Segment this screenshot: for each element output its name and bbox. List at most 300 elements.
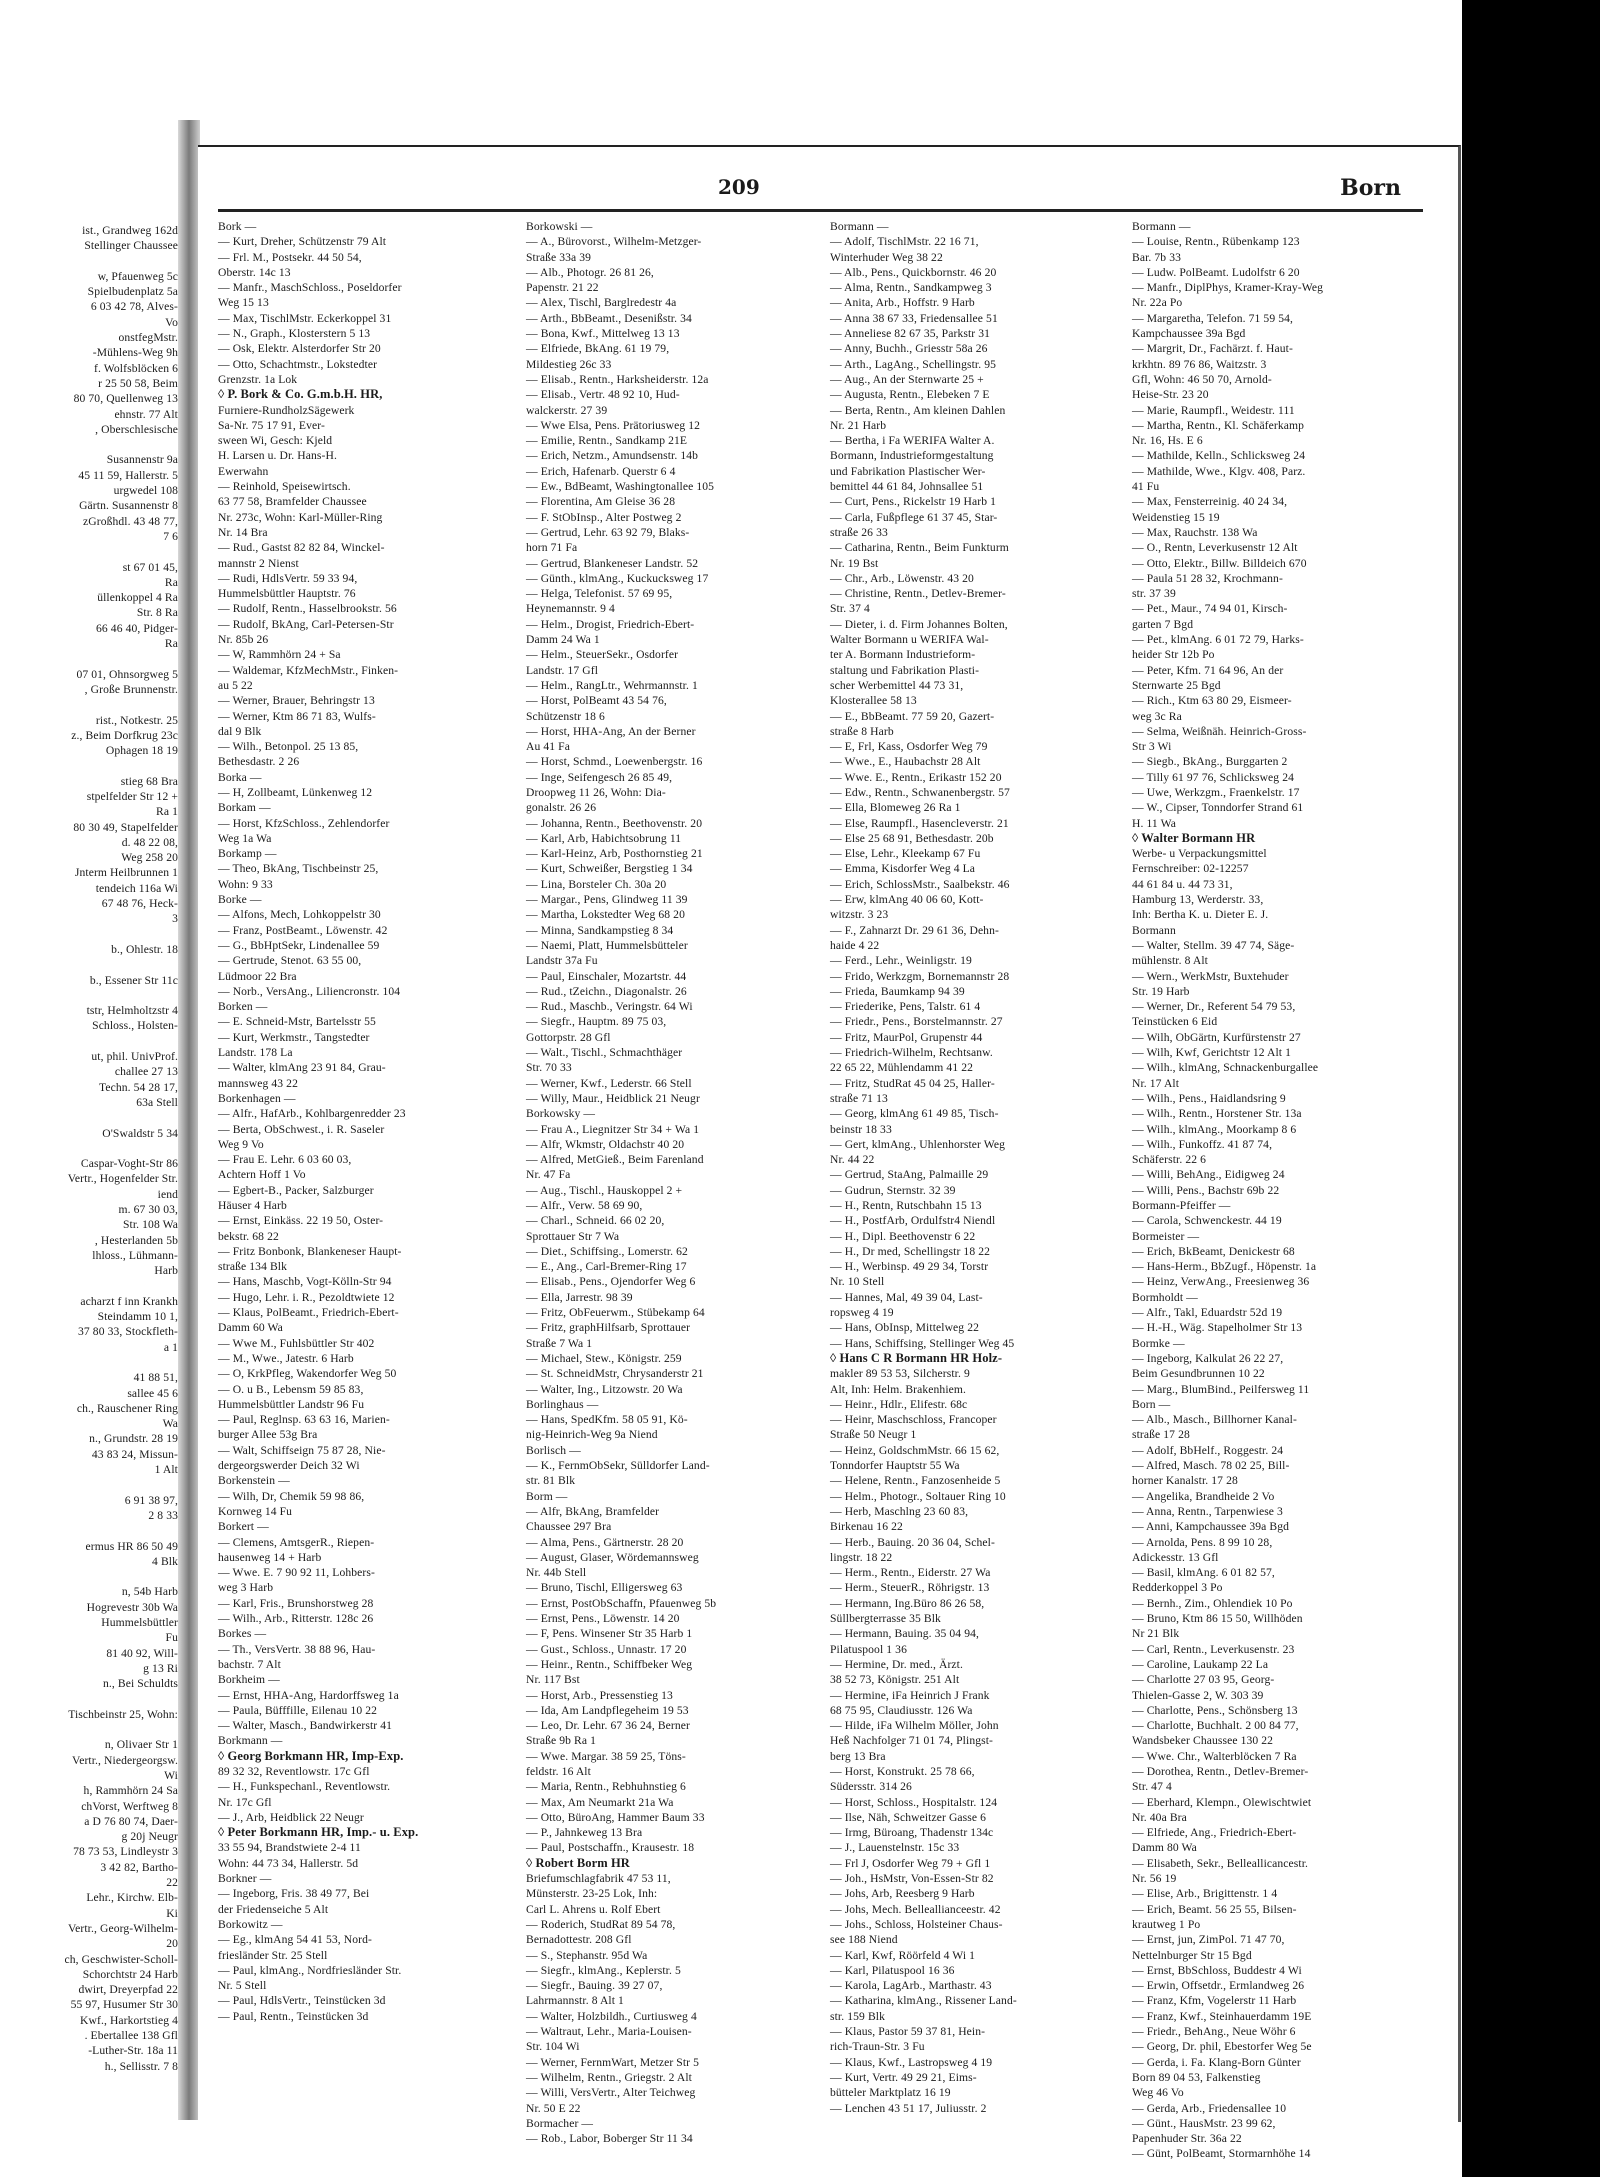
directory-entry-line: — Carla, Fußpflege 61 37 45, Star- bbox=[830, 510, 998, 524]
directory-entry-line: 22 65 22, Mühlendamm 41 22 bbox=[830, 1061, 974, 1075]
directory-entry-line: — Elise, Arb., Brigittenstr. 1 4 bbox=[1132, 1887, 1278, 1901]
directory-entry-line: — Anni, Kampchaussee 39a Bgd bbox=[1132, 1520, 1290, 1534]
directory-entry-line: Nr. 44b Stell bbox=[526, 1566, 587, 1580]
directory-entry-line: Born 89 04 53, Falkenstieg bbox=[1132, 2070, 1261, 2084]
directory-entry-line: — Paul, klmAng., Nordfriesländer Str. bbox=[218, 1963, 402, 1977]
directory-entry-line: Papenstr. 21 22 bbox=[526, 281, 599, 295]
directory-entry-line: — Wwe. Margar. 38 59 25, Töns- bbox=[526, 1749, 686, 1763]
previous-page-line: Wi bbox=[164, 1768, 178, 1782]
directory-entry-line: — Joh., HsMstr, Von-Essen-Str 82 bbox=[830, 1872, 994, 1886]
directory-entry-line: Pilatuspool 1 36 bbox=[830, 1642, 907, 1656]
directory-entry-line: Straße 50 Neugr 1 bbox=[830, 1428, 917, 1442]
directory-entry-line: Inh: Bertha K. u. Dieter E. J. bbox=[1132, 908, 1269, 922]
directory-entry-line: str. 81 Blk bbox=[526, 1474, 576, 1488]
previous-page-line: Vo bbox=[165, 315, 178, 329]
directory-entry-line: — Manfr., DiplPhys, Kramer-Kray-Weg bbox=[1132, 281, 1324, 295]
directory-entry-line: Beim Gesundbrunnen 10 22 bbox=[1132, 1367, 1265, 1381]
directory-entry-line: — Else, Lehr., Kleekamp 67 Fu bbox=[830, 847, 981, 861]
previous-page-line bbox=[0, 1034, 182, 1049]
directory-entry-line: — Egbert-B., Packer, Salzburger bbox=[218, 1183, 374, 1197]
directory-entry-line: — Hans, Maschb, Vogt-Kölln-Str 94 bbox=[218, 1275, 392, 1289]
directory-entry-line: horner Kanalstr. 17 28 bbox=[1132, 1474, 1238, 1488]
directory-entry-line: — Werner, Kwf., Lederstr. 66 Stell bbox=[526, 1076, 692, 1090]
directory-entry-line: — Pet., klmAng. 6 01 72 79, Harks- bbox=[1132, 633, 1304, 647]
directory-entry-line: — Wilh., klmAng, Schnackenburgallee bbox=[1132, 1061, 1319, 1075]
previous-page-line: w, Pfauenweg 5c bbox=[97, 269, 178, 283]
directory-entry-line: Heise-Str. 23 20 bbox=[1132, 388, 1209, 402]
directory-entry-line: Sternwarte 25 Bgd bbox=[1132, 678, 1221, 692]
directory-entry-line: dal 9 Blk bbox=[218, 724, 262, 738]
directory-entry-line: — W, Rammhörn 24 + Sa bbox=[218, 648, 341, 662]
previous-page-line bbox=[0, 927, 182, 942]
directory-entry-line: — Theo, BkAng, Tischbeinstr 25, bbox=[218, 862, 379, 876]
directory-entry-line: — Christine, Rentn., Detlev-Bremer- bbox=[830, 587, 1006, 601]
directory-entry-line: Nr. 47 Fa bbox=[526, 1168, 571, 1182]
directory-entry-line: — F. StObInsp., Alter Postweg 2 bbox=[526, 510, 682, 524]
directory-entry-line: — Erich, Beamt. 56 25 55, Bilsen- bbox=[1132, 1902, 1297, 1916]
previous-page-line: Lehr., Kirchw. Elb- bbox=[86, 1891, 178, 1905]
previous-page-line: . Ebertallee 138 Gfl bbox=[84, 2029, 178, 2043]
directory-entry-line: — Charlotte, Buchhalt. 2 00 84 77, bbox=[1132, 1719, 1299, 1733]
directory-entry-line: Borkner — bbox=[218, 1872, 272, 1886]
directory-entry-line: Heynemannstr. 9 4 bbox=[526, 602, 615, 616]
directory-entry-line: Weg 46 Vo bbox=[1132, 2086, 1184, 2100]
directory-entry-line: — Walter, Holzbildh., Curtiusweg 4 bbox=[526, 2009, 697, 2023]
previous-page-line: acharzt f inn Krankh bbox=[80, 1294, 178, 1308]
directory-entry-line: Kornweg 14 Fu bbox=[218, 1504, 293, 1518]
directory-entry-line: Bork — bbox=[218, 220, 257, 233]
previous-page-column bbox=[0, 223, 182, 2074]
previous-page-line: Hogrevestr 30b Wa bbox=[86, 1600, 178, 1614]
directory-entry-line: lingstr. 18 22 bbox=[830, 1550, 893, 1564]
directory-entry-line: Nr. 44 22 bbox=[830, 1153, 875, 1167]
directory-entry-line: — Wilh, Dr, Chemik 59 98 86, bbox=[218, 1489, 365, 1503]
directory-entry-line: — Ernst, BbSchloss, Buddestr 4 Wi bbox=[1132, 1963, 1302, 1977]
directory-entry-line: Nr. 14 Bra bbox=[218, 525, 268, 539]
directory-entry-line: Chaussee 297 Bra bbox=[526, 1520, 612, 1534]
directory-entry-line: Bormann — bbox=[830, 220, 889, 233]
directory-entry-line: Lüdmoor 22 Bra bbox=[218, 969, 297, 983]
page-header bbox=[198, 175, 1423, 211]
directory-entry-line: — Adolf, TischlMstr. 22 16 71, bbox=[830, 235, 979, 249]
directory-entry-line: — Klaus, PolBeamt., Friedrich-Ebert- bbox=[218, 1306, 399, 1320]
directory-entry-line: — G., BbHptSekr, Lindenallee 59 bbox=[218, 938, 380, 952]
directory-entry-line: ropsweg 4 19 bbox=[830, 1306, 894, 1320]
directory-entry-line: Borkheim — bbox=[218, 1673, 280, 1687]
directory-entry-line: — Wern., WerkMstr, Buxtehuder bbox=[1132, 969, 1289, 983]
directory-entry-line: — Norb., VersAng., Liliencronstr. 104 bbox=[218, 984, 401, 998]
directory-entry-line: — Siegb., BkAng., Burggarten 2 bbox=[1132, 755, 1288, 769]
directory-entry-line: — Rudolf, BkAng, Carl-Petersen-Str bbox=[218, 617, 394, 631]
directory-entry-line: Borkowsky — bbox=[526, 1107, 596, 1121]
directory-entry-line: Borkam — bbox=[218, 801, 271, 815]
directory-entry-line: Nr. 56 19 bbox=[1132, 1872, 1177, 1886]
directory-entry-line: Klosterallee 58 13 bbox=[830, 694, 917, 708]
directory-entry-line: Borkmann — bbox=[218, 1734, 283, 1748]
directory-entry-line: — Arth., BbBeamt., Desenißstr. 34 bbox=[526, 311, 692, 325]
directory-entry-line: mühlenstr. 8 Alt bbox=[1132, 954, 1208, 968]
directory-entry-line: — H., Dr med, Schellingstr 18 22 bbox=[830, 1244, 991, 1258]
directory-entry-line: — Kurt, Dreher, Schützenstr 79 Alt bbox=[218, 235, 387, 249]
directory-entry-line: — Bona, Kwf., Mittelweg 13 13 bbox=[526, 327, 680, 341]
directory-entry-line: weg 3c Ra bbox=[1132, 709, 1182, 723]
directory-entry-line: Landstr 37a Fu bbox=[526, 954, 598, 968]
directory-entry-line: — Selma, Weißnäh. Heinrich-Gross- bbox=[1132, 724, 1307, 738]
directory-entry-line: Borke — bbox=[218, 893, 262, 907]
directory-entry-line: — Karl, Arb, Habichtsobrung 11 bbox=[526, 831, 682, 845]
directory-entry-line: — Kurt, Werkmstr., Tangstedter bbox=[218, 1030, 370, 1044]
directory-entry-line: — Helm., Photogr., Soltauer Ring 10 bbox=[830, 1489, 1006, 1503]
running-head: Born bbox=[1340, 175, 1401, 201]
directory-entry-line: 44 61 84 u. 44 73 31, bbox=[1132, 877, 1233, 891]
directory-entry-line: Borken — bbox=[218, 1000, 268, 1014]
directory-entry-line: Droopweg 11 26, Wohn: Dia- bbox=[526, 785, 666, 799]
directory-entry-line: — Friedrich-Wilhelm, Rechtsanw. bbox=[830, 1046, 993, 1060]
directory-entry-line: — Paul, Reglnsp. 63 63 16, Marien- bbox=[218, 1413, 390, 1427]
directory-entry-line: — Fritz, graphHilfsarb, Sprottauer bbox=[526, 1321, 691, 1335]
directory-entry-line: — H., Rentn, Rutschbahn 15 13 bbox=[830, 1199, 982, 1212]
directory-entry-line: — M., Wwe., Jatestr. 6 Harb bbox=[218, 1351, 354, 1365]
directory-entry-line: Nr. 273c, Wohn: Karl-Müller-Ring bbox=[218, 510, 383, 524]
directory-entry-line: — Wwe. E., Rentn., Erikastr 152 20 bbox=[830, 770, 1002, 784]
previous-page-line: Tischbeinstr 25, Wohn: bbox=[68, 1707, 178, 1721]
directory-entry-line: heider Str 12b Po bbox=[1132, 648, 1215, 662]
previous-page-line: ut, phil. UnivProf. bbox=[91, 1050, 178, 1064]
previous-page-line: 6 03 42 78, Alves- bbox=[90, 300, 178, 314]
directory-entry-line: — Rud., Gastst 82 82 84, Winckel- bbox=[218, 541, 385, 555]
directory-entry-line: bekstr. 68 22 bbox=[218, 1229, 279, 1243]
directory-entry-line: — Otto, BüroAng, Hammer Baum 33 bbox=[526, 1810, 705, 1824]
directory-entry-line: Borkert — bbox=[218, 1520, 269, 1534]
directory-entry-line: — Mathilde, Wwe., Klgv. 408, Parz. bbox=[1132, 464, 1306, 478]
directory-entry-line: — Emilie, Rentn., Sandkamp 21E bbox=[526, 434, 688, 448]
directory-entry-line: Str. 47 4 bbox=[1132, 1780, 1172, 1794]
directory-entry-line: Str. 37 4 bbox=[830, 602, 870, 616]
previous-page-line: 20 bbox=[166, 1937, 178, 1951]
directory-entry-line: — Willi, Pens., Bachstr 69b 22 bbox=[1132, 1183, 1280, 1197]
directory-entry-line: — Alfr., Verw. 58 69 90, bbox=[526, 1199, 643, 1212]
directory-entry-line: — Elisab., Pens., Ojendorfer Weg 6 bbox=[526, 1275, 696, 1289]
previous-page-line: Vertr., Georg-Wilhelm- bbox=[67, 1921, 178, 1935]
directory-entry-line: Nr. 17 Alt bbox=[1132, 1076, 1180, 1090]
previous-page-line: g 13 Ri bbox=[143, 1661, 178, 1675]
directory-entry-line: H. Larsen u. Dr. Hans-H. bbox=[218, 449, 337, 463]
directory-entry-line: Heß Nachfolger 71 01 74, Plingst- bbox=[830, 1734, 994, 1748]
directory-entry-line: Borkes — bbox=[218, 1627, 267, 1641]
directory-entry-line: — P., Jahnkeweg 13 Bra bbox=[526, 1826, 643, 1840]
previous-page-line: 81 40 92, Will- bbox=[106, 1646, 178, 1660]
directory-entry-line: Damm 60 Wa bbox=[218, 1321, 283, 1335]
directory-entry-line: — Ernst, HHA-Ang, Hardorffsweg 1a bbox=[218, 1688, 399, 1702]
directory-entry-line: Schäferstr. 22 6 bbox=[1132, 1153, 1207, 1167]
directory-entry-line: ◊ Robert Borm HR bbox=[526, 1855, 630, 1870]
directory-entry-line: — Herm., Rentn., Eiderstr. 27 Wa bbox=[830, 1566, 991, 1580]
directory-entry-line: — Paula, Büfffille, Eilenau 10 22 bbox=[218, 1703, 378, 1717]
directory-entry-line: — Hugo, Lehr. i. R., Pezoldtwiete 12 bbox=[218, 1290, 395, 1304]
previous-page-line bbox=[0, 758, 182, 773]
directory-entry-line: staltung und Fabrikation Plasti- bbox=[830, 663, 980, 677]
directory-entry-line: Bormacher — bbox=[526, 2116, 594, 2130]
directory-entry-line: Bormholdt — bbox=[1132, 1290, 1198, 1304]
directory-entry-line: Redderkoppel 3 Po bbox=[1132, 1581, 1223, 1595]
directory-entry-line: Hamburg 13, Werderstr. 33, bbox=[1132, 893, 1264, 907]
directory-entry-line: see 188 Niend bbox=[830, 1933, 898, 1947]
directory-entry-line: — Rich., Ktm 63 80 29, Eismeer- bbox=[1132, 694, 1292, 708]
directory-entry-line: — Rud., Maschb., Veringstr. 64 Wi bbox=[526, 1000, 693, 1014]
directory-entry-line: — Gertrud, StaAng, Palmaille 29 bbox=[830, 1168, 989, 1182]
directory-entry-line: — Hans, ObInsp, Mittelweg 22 bbox=[830, 1321, 979, 1335]
directory-entry-line: — Frau A., Liegnitzer Str 34 + Wa 1 bbox=[526, 1122, 700, 1136]
previous-page-line: Ophagen 18 19 bbox=[105, 744, 178, 758]
directory-column-2 bbox=[526, 219, 796, 2146]
previous-page-line: n, 54b Harb bbox=[121, 1585, 178, 1599]
directory-entry-line: — Diet., Schiffsing., Lomerstr. 62 bbox=[526, 1244, 688, 1258]
previous-page-line: onstfegMstr. bbox=[118, 331, 178, 345]
previous-page-line: ch, Geschwister-Scholl- bbox=[64, 1952, 178, 1966]
directory-entry-line: — Georg, Dr. phil, Ebestorfer Weg 5e bbox=[1132, 2040, 1312, 2054]
previous-page-line: O'Swaldstr 5 34 bbox=[102, 1126, 178, 1140]
directory-entry-line: — Basil, klmAng. 6 01 82 57, bbox=[1132, 1566, 1275, 1580]
directory-entry-line: — Dieter, i. d. Firm Johannes Bolten, bbox=[830, 617, 1008, 631]
directory-entry-line: — Horst, HHA-Ang, An der Berner bbox=[526, 724, 696, 738]
directory-entry-line: — Kurt, Vertr. 49 29 21, Eims- bbox=[830, 2070, 977, 2084]
directory-entry-line: — Walter, Ing., Litzowstr. 20 Wa bbox=[526, 1382, 683, 1396]
directory-entry-line: — Alb., Pens., Quickbornstr. 46 20 bbox=[830, 265, 997, 279]
previous-page-line: Ra bbox=[164, 575, 178, 589]
directory-entry-line: — Carl, Rentn., Leverkusenstr. 23 bbox=[1132, 1642, 1295, 1656]
directory-entry-line: Fernschreiber: 02-12257 bbox=[1132, 862, 1249, 876]
directory-entry-line: Häuser 4 Harb bbox=[218, 1199, 287, 1212]
previous-page-line: , Oberschlesische bbox=[95, 422, 178, 436]
directory-entry-line: — O. u B., Lebensm 59 85 83, bbox=[218, 1382, 364, 1396]
directory-entry-line: — Wilhelm, Rentn., Griegstr. 2 Alt bbox=[526, 2070, 692, 2084]
directory-entry-line: — Elisabeth, Sekr., Belleallicancestr. bbox=[1132, 1856, 1309, 1870]
directory-entry-line: Borlinghaus — bbox=[526, 1397, 599, 1411]
directory-entry-line: ◊ Georg Borkmann HR, Imp-Exp. bbox=[218, 1748, 404, 1763]
directory-entry-line: Lahrmannstr. 8 Alt 1 bbox=[526, 1994, 624, 2008]
directory-entry-line: 89 32 32, Reventlowstr. 17c Gfl bbox=[218, 1764, 370, 1778]
directory-entry-line: Ewerwahn bbox=[218, 464, 269, 478]
directory-entry-line: — Waltraut, Lehr., Maria-Louisen- bbox=[526, 2025, 692, 2039]
previous-page-fragment bbox=[0, 128, 182, 2118]
directory-entry-line: Birkenau 16 22 bbox=[830, 1520, 903, 1534]
previous-page-line: tendeich 116a Wi bbox=[95, 881, 178, 895]
directory-entry-line: — Augusta, Rentn., Elebeken 7 E bbox=[830, 388, 990, 402]
directory-entry-line: — St. SchneidMstr, Chrysanderstr 21 bbox=[526, 1367, 704, 1381]
previous-page-line: ermus HR 86 50 49 bbox=[85, 1539, 178, 1553]
directory-entry-line: 41 Fu bbox=[1132, 480, 1160, 494]
directory-entry-line: Au 41 Fa bbox=[526, 740, 570, 754]
previous-page-line: 63a Stell bbox=[136, 1095, 178, 1109]
directory-entry-line: Carl L. Ahrens u. Rolf Ebert bbox=[526, 1902, 661, 1916]
directory-entry-line: — Minna, Sandkampstieg 8 34 bbox=[526, 923, 674, 937]
directory-entry-line: — Wwe Elsa, Pens. Prätoriusweg 12 bbox=[526, 418, 701, 432]
directory-entry-line: — Alma, Pens., Gärtnerstr. 28 20 bbox=[526, 1535, 684, 1549]
directory-entry-line: — E., BbBeamt. 77 59 20, Gazert- bbox=[830, 709, 995, 723]
previous-page-line: 22 bbox=[166, 1876, 178, 1890]
directory-entry-line: — Alb., Masch., Billhorner Kanal- bbox=[1132, 1413, 1297, 1427]
directory-entry-line: — Rob., Labor, Boberger Str 11 34 bbox=[526, 2132, 693, 2146]
previous-page-line: , Große Brunnenstr. bbox=[84, 682, 178, 696]
directory-entry-line: — Elisab., Vertr. 48 92 10, Hud- bbox=[526, 388, 680, 402]
directory-entry-line: — Helm., SteuerSekr., Osdorfer bbox=[526, 648, 679, 662]
directory-entry-line: — Else, Raumpfl., Hasencleverstr. 21 bbox=[830, 816, 1009, 830]
directory-entry-line: Mildestieg 26c 33 bbox=[526, 357, 612, 371]
directory-entry-line: — Rud., tZeichn., Diagonalstr. 26 bbox=[526, 984, 687, 998]
directory-entry-line: — H., Funkspechanl., Reventlowstr. bbox=[218, 1780, 391, 1794]
directory-entry-line: Furniere-RundholzSägewerk bbox=[218, 403, 355, 417]
directory-entry-line: — Willy, Maur., Heidblick 21 Neugr bbox=[526, 1091, 700, 1105]
directory-entry-line: — Frieda, Baumkamp 94 39 bbox=[830, 984, 965, 998]
page-number: 209 bbox=[718, 175, 760, 199]
directory-entry-line: — E. Schneid-Mstr, Bartelsstr 55 bbox=[218, 1015, 376, 1029]
directory-entry-line: ◊ Peter Borkmann HR, Imp.- u. Exp. bbox=[218, 1825, 419, 1840]
directory-entry-line: — Marie, Raumpfl., Weidestr. 111 bbox=[1132, 403, 1295, 417]
previous-page-line bbox=[0, 1477, 182, 1492]
directory-entry-line: Nr. 17c Gfl bbox=[218, 1795, 272, 1809]
directory-entry-line: — Hilde, iFa Wilhelm Möller, John bbox=[830, 1719, 999, 1733]
directory-entry-line: — K., FernmObSekr, Sülldorfer Land- bbox=[526, 1459, 710, 1473]
directory-entry-line: — Bruno, Ktm 86 15 50, Willhöden bbox=[1132, 1612, 1303, 1626]
directory-entry-line: straße 71 13 bbox=[830, 1091, 888, 1105]
directory-entry-line: Borlisch — bbox=[526, 1443, 581, 1457]
directory-entry-line: — Franz, Kwf., Steinhauerdamm 19E bbox=[1132, 2009, 1312, 2023]
directory-entry-line: — Johs, Arb, Reesberg 9 Harb bbox=[830, 1887, 975, 1901]
directory-entry-line: — Eg., klmAng 54 41 53, Nord- bbox=[218, 1933, 372, 1947]
directory-entry-line: — Max, TischlMstr. Eckerkoppel 31 bbox=[218, 311, 392, 325]
directory-column-1 bbox=[218, 219, 488, 2099]
directory-entry-line: — Paul, Postschaffn., Krausestr. 18 bbox=[526, 1841, 695, 1855]
directory-entry-line: — Tilly 61 97 76, Schlicksweg 24 bbox=[1132, 770, 1294, 784]
directory-entry-line: Bormann bbox=[1132, 923, 1176, 937]
directory-entry-line: Adickesstr. 13 Gfl bbox=[1132, 1550, 1219, 1564]
directory-entry-line: — Herb., Bauing. 20 36 04, Schel- bbox=[830, 1535, 995, 1549]
directory-entry-line: straße 134 Blk bbox=[218, 1260, 288, 1274]
directory-entry-line: — Elisab., Rentn., Harksheiderstr. 12a bbox=[526, 372, 709, 386]
directory-entry-line: — Curt, Pens., Rickelstr 19 Harb 1 bbox=[830, 495, 997, 509]
directory-entry-line: — Ferd., Lehr., Weinligstr. 19 bbox=[830, 954, 972, 968]
directory-entry-line: — Anneliese 82 67 35, Parkstr 31 bbox=[830, 327, 991, 341]
directory-entry-line: str. 37 39 bbox=[1132, 587, 1176, 601]
directory-entry-line: — Ida, Am Landpflegeheim 19 53 bbox=[526, 1703, 689, 1717]
directory-entry-line: Gfl, Wohn: 46 50 70, Arnold- bbox=[1132, 372, 1272, 386]
directory-entry-line: 68 75 95, Claudiusstr. 126 Wa bbox=[830, 1703, 973, 1717]
directory-entry-line: — E, Frl, Kass, Osdorfer Weg 79 bbox=[830, 740, 988, 754]
directory-page bbox=[198, 145, 1461, 2161]
directory-entry-line: — H., Werbinsp. 49 29 34, Torstr bbox=[830, 1260, 989, 1274]
previous-page-line: chVorst, Werftweg 8 bbox=[81, 1799, 178, 1813]
directory-entry-line: garten 7 Bgd bbox=[1132, 617, 1194, 631]
previous-page-line: 55 97, Husumer Str 30 bbox=[70, 1998, 178, 2012]
directory-entry-line: — Clemens, AmtsgerR., Riepen- bbox=[218, 1535, 375, 1549]
previous-page-line: 41 88 51, bbox=[133, 1371, 178, 1385]
directory-entry-line: — Hermine, Dr. med., Ärzt. bbox=[830, 1657, 963, 1671]
directory-entry-line: — Horst, Schmd., Loewenbergstr. 16 bbox=[526, 755, 703, 769]
directory-entry-line: Landstr. 17 Gfl bbox=[526, 663, 599, 677]
directory-entry-line: — Paul, HdlsVertr., Teinstücken 3d bbox=[218, 1994, 386, 2008]
directory-entry-line: — Arth., LagAng., Schellingstr. 95 bbox=[830, 357, 997, 371]
directory-entry-line: — Charlotte 27 03 95, Georg- bbox=[1132, 1673, 1275, 1687]
directory-entry-line: — Wilh, ObGärtn, Kurfürstenstr 27 bbox=[1132, 1030, 1301, 1044]
directory-entry-line: Wohn: 9 33 bbox=[218, 877, 273, 891]
previous-page-line: 43 83 24, Missun- bbox=[91, 1447, 178, 1461]
directory-entry-line: — Anita, Arb., Hoffstr. 9 Harb bbox=[830, 296, 975, 310]
directory-entry-line: Süllbergterrasse 35 Blk bbox=[830, 1612, 941, 1626]
directory-entry-line: mannstr 2 Nienst bbox=[218, 556, 299, 570]
directory-entry-line: — Otto, Schachtmstr., Lokstedter bbox=[218, 357, 378, 371]
directory-entry-line: — Gertrud, Blankeneser Landstr. 52 bbox=[526, 556, 699, 570]
previous-page-line: Jnterm Heilbrunnen 1 bbox=[74, 866, 178, 880]
previous-page-line: Kwf., Harkortstieg 4 bbox=[80, 2013, 178, 2027]
directory-entry-line: Gottorpstr. 28 Gfl bbox=[526, 1030, 611, 1044]
directory-entry-line: Nr. 40a Bra bbox=[1132, 1810, 1187, 1824]
directory-entry-line: — Werner, Brauer, Behringstr 13 bbox=[218, 694, 375, 708]
directory-entry-line: H. 11 Wa bbox=[1132, 816, 1176, 830]
directory-column-4 bbox=[1132, 219, 1402, 2161]
directory-entry-line: Münsterstr. 23-25 Lok, Inh: bbox=[526, 1887, 658, 1901]
directory-entry-line: — Margrit, Dr., Fachärzt. f. Haut- bbox=[1132, 342, 1293, 356]
directory-entry-line: makler 89 53 53, Silcherstr. 9 bbox=[830, 1367, 970, 1381]
previous-page-line: 67 48 76, Heck- bbox=[101, 897, 178, 911]
previous-page-line: n., Grundstr. 28 19 bbox=[89, 1432, 178, 1446]
previous-page-line: 80 30 49, Stapelfelder bbox=[73, 820, 178, 834]
previous-page-line: 80 70, Quellenweg 13 bbox=[73, 392, 178, 406]
previous-page-line: ehnstr. 77 Alt bbox=[114, 407, 178, 421]
previous-page-line: -Mühlens-Weg 9h bbox=[92, 346, 178, 360]
book-gutter bbox=[178, 120, 200, 2120]
directory-entry-line: Str 3 Wi bbox=[1132, 740, 1172, 754]
directory-entry-line: berg 13 Bra bbox=[830, 1749, 886, 1763]
directory-entry-line: — Marg., BlumBind., Peilfersweg 11 bbox=[1132, 1382, 1310, 1396]
directory-entry-line: — Max, Am Neumarkt 21a Wa bbox=[526, 1795, 674, 1809]
directory-entry-line: Bernadottestr. 208 Gfl bbox=[526, 1933, 632, 1947]
directory-entry-line: — Klaus, Pastor 59 37 81, Hein- bbox=[830, 2025, 986, 2039]
directory-entry-line: Oberstr. 14c 13 bbox=[218, 265, 291, 279]
directory-entry-line: — Alfons, Mech, Lohkoppelstr 30 bbox=[218, 908, 381, 922]
directory-entry-line: Wohn: 44 73 34, Hallerstr. 5d bbox=[218, 1856, 359, 1870]
directory-entry-line: — Fritz, StudRat 45 04 25, Haller- bbox=[830, 1076, 995, 1090]
previous-page-line: Str. 108 Wa bbox=[122, 1218, 178, 1232]
directory-entry-line: — Roderich, StudRat 89 54 78, bbox=[526, 1917, 676, 1931]
directory-entry-line: Grenzstr. 1a Lok bbox=[218, 372, 298, 386]
directory-entry-line: — Erich, Hafenarb. Querstr 6 4 bbox=[526, 464, 676, 478]
previous-page-line: Fu bbox=[165, 1631, 178, 1645]
directory-entry-line: — Rudi, HdlsVertr. 59 33 94, bbox=[218, 571, 358, 585]
previous-page-line: h., Sellisstr. 7 8 bbox=[104, 2059, 178, 2073]
directory-entry-line: — Frau E. Lehr. 6 03 60 03, bbox=[218, 1153, 352, 1167]
directory-entry-line: — Berta, ObSchwest., i. R. Saseler bbox=[218, 1122, 385, 1136]
directory-entry-line: — Günt, PolBeamt, Stormarnhöhe 14 bbox=[1132, 2147, 1311, 2161]
directory-entry-line: — Otto, Elektr., Billw. Billdeich 670 bbox=[1132, 556, 1307, 570]
previous-page-line: Vertr., Hogenfelder Str. bbox=[67, 1172, 178, 1186]
directory-entry-line: Bormann, Industrieformgestaltung bbox=[830, 449, 994, 463]
previous-page-line: sallee 45 6 bbox=[127, 1386, 178, 1400]
previous-page-line: f. Wolfsblöcken 6 bbox=[94, 361, 178, 375]
directory-entry-line: — W., Cipser, Tonndorfer Strand 61 bbox=[1132, 801, 1304, 815]
previous-page-line bbox=[0, 1523, 182, 1538]
directory-entry-line: — Bernh., Zim., Ohlendiek 10 Po bbox=[1132, 1596, 1293, 1610]
previous-page-line: 45 11 59, Hallerstr. 5 bbox=[78, 468, 178, 482]
directory-entry-line: — Ernst, jun, ZimPol. 71 47 70, bbox=[1132, 1933, 1285, 1947]
previous-page-line: b., Ohlestr. 18 bbox=[111, 942, 178, 956]
directory-entry-line: — Kurt, Schweißer, Bergstieg 1 34 bbox=[526, 862, 693, 876]
directory-entry-line: Damm 24 Wa 1 bbox=[526, 633, 600, 647]
directory-entry-line: 33 55 94, Brandstwiete 2-4 11 bbox=[218, 1841, 361, 1855]
directory-entry-line: Bar. 7b 33 bbox=[1132, 250, 1181, 264]
directory-entry-line: — Georg, klmAng 61 49 85, Tisch- bbox=[830, 1107, 999, 1121]
directory-entry-line: — Gert, klmAng., Uhlenhorster Weg bbox=[830, 1137, 1006, 1151]
previous-page-line: urgwedel 108 bbox=[113, 484, 178, 498]
